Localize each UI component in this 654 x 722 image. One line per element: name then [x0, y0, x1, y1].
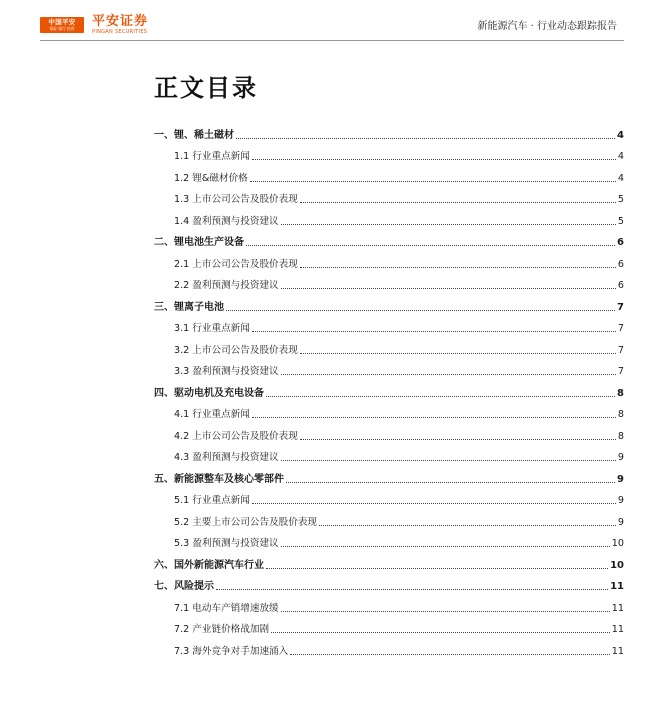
- toc-page-number: 4: [617, 172, 624, 184]
- toc-subsection-entry[interactable]: [154, 528, 624, 550]
- toc-page-number: 11: [611, 602, 624, 614]
- toc-subsection-entry[interactable]: [154, 420, 624, 442]
- dot-leader: [281, 546, 610, 547]
- dot-leader: [281, 224, 616, 225]
- toc-section-entry[interactable]: [154, 549, 624, 571]
- toc-page-number: 6: [617, 258, 624, 270]
- logo-badge-line1: 中国平安: [48, 18, 76, 27]
- toc-section-entry[interactable]: [154, 571, 624, 593]
- toc-section-entry[interactable]: [154, 291, 624, 313]
- toc-entry-label: 2.1 上市公司公告及股价表现: [174, 258, 298, 270]
- toc-page-number: 8: [617, 430, 624, 442]
- toc-page-number: 6: [617, 237, 624, 248]
- toc-subsection-entry[interactable]: [154, 162, 624, 184]
- toc-section-entry[interactable]: [154, 463, 624, 485]
- dot-leader: [246, 245, 615, 246]
- logo-badge-line2: 保险·银行·投资: [49, 25, 75, 31]
- toc-subsection-entry[interactable]: [154, 506, 624, 528]
- dot-leader: [226, 310, 615, 311]
- toc-page-number: 10: [610, 559, 624, 571]
- toc-page-number: 11: [611, 624, 624, 635]
- dot-leader: [266, 568, 608, 569]
- toc-entry-label: 1.1 行业重点新闻: [174, 151, 250, 162]
- toc-subsection-entry[interactable]: [154, 205, 624, 227]
- toc-title: 正文目录: [154, 74, 258, 102]
- toc-subsection-entry[interactable]: [154, 184, 624, 206]
- toc-subsection-entry[interactable]: [154, 141, 624, 163]
- toc-entry-label: 二、锂电池生产设备: [154, 237, 244, 248]
- toc-subsection-entry[interactable]: [154, 334, 624, 356]
- toc-page-number: 6: [617, 280, 624, 291]
- toc-entry-label: 1.4 盈利预测与投资建议: [174, 215, 279, 227]
- dot-leader: [300, 353, 616, 354]
- dot-leader: [281, 288, 616, 289]
- toc-entry-label: 7.1 电动车产销增速放缓: [174, 602, 279, 614]
- dot-leader: [252, 417, 616, 418]
- logo-wordmark: [92, 15, 148, 35]
- toc-section-entry[interactable]: [154, 227, 624, 249]
- toc-entry-label: 4.2 上市公司公告及股价表现: [174, 430, 298, 442]
- page-header: [0, 0, 654, 46]
- toc-subsection-entry[interactable]: [154, 635, 624, 657]
- toc-subsection-entry[interactable]: [154, 614, 624, 636]
- toc-subsection-entry[interactable]: [154, 399, 624, 421]
- toc-entry-label: 5.3 盈利预测与投资建议: [174, 538, 279, 549]
- toc-entry-label: 1.2 锂&磁材价格: [174, 172, 248, 184]
- dot-leader: [250, 181, 616, 182]
- dot-leader: [290, 654, 610, 655]
- toc-entry-label: 3.3 盈利预测与投资建议: [174, 366, 279, 377]
- toc-page-number: 4: [617, 151, 624, 162]
- report-title: 新能源汽车 · 行业动态跟踪报告: [477, 21, 617, 32]
- toc-page-number: 7: [617, 366, 624, 377]
- toc-page-number: 9: [617, 495, 624, 506]
- toc-entry-label: 五、新能源整车及核心零部件: [154, 473, 284, 485]
- toc-page-number: 5: [617, 215, 624, 227]
- toc-subsection-entry[interactable]: [154, 592, 624, 614]
- logo-english-name: PINGAN SECURITIES: [92, 29, 148, 35]
- toc-page-number: 7: [617, 301, 624, 313]
- pingan-badge-icon: [40, 17, 84, 33]
- toc-entry-label: 4.3 盈利预测与投资建议: [174, 452, 279, 463]
- toc-page-number: 8: [617, 409, 624, 420]
- dot-leader: [236, 138, 615, 139]
- toc-subsection-entry[interactable]: [154, 248, 624, 270]
- dot-leader: [266, 396, 615, 397]
- toc-section-entry[interactable]: [154, 119, 624, 141]
- toc-page-number: 4: [617, 129, 624, 141]
- toc-entry-label: 2.2 盈利预测与投资建议: [174, 280, 279, 291]
- toc-entry-label: 3.2 上市公司公告及股价表现: [174, 344, 298, 356]
- toc-page-number: 9: [617, 452, 624, 463]
- toc-entry-label: 1.3 上市公司公告及股价表现: [174, 194, 298, 205]
- toc-page-number: 9: [617, 473, 624, 485]
- toc-subsection-entry[interactable]: [154, 356, 624, 378]
- toc-subsection-entry[interactable]: [154, 485, 624, 507]
- toc-page-number: 9: [617, 516, 624, 528]
- header-divider: [40, 40, 624, 41]
- toc-section-entry[interactable]: [154, 377, 624, 399]
- toc-page-number: 5: [617, 194, 624, 205]
- toc-page-number: 10: [611, 538, 624, 549]
- toc-entry-label: 7.2 产业链价格战加剧: [174, 624, 270, 635]
- toc-subsection-entry[interactable]: [154, 442, 624, 464]
- toc-page-number: 7: [617, 323, 624, 334]
- logo-name: 平安证券: [92, 14, 149, 29]
- toc-subsection-entry[interactable]: [154, 270, 624, 292]
- dot-leader: [281, 611, 610, 612]
- dot-leader: [252, 503, 616, 504]
- toc-entry-label: 5.1 行业重点新闻: [174, 495, 250, 506]
- dot-leader: [286, 482, 615, 483]
- table-of-contents: [154, 119, 624, 657]
- dot-leader: [271, 632, 610, 633]
- toc-entry-label: 5.2 主要上市公司公告及股价表现: [174, 516, 318, 528]
- toc-page-number: 11: [611, 645, 624, 657]
- toc-entry-label: 7.3 海外竞争对手加速涌入: [174, 645, 289, 657]
- dot-leader: [319, 525, 616, 526]
- dot-leader: [252, 159, 616, 160]
- toc-entry-label: 七、风险提示: [154, 581, 214, 592]
- toc-entry-label: 六、国外新能源汽车行业: [154, 559, 264, 571]
- toc-entry-label: 3.1 行业重点新闻: [174, 323, 250, 334]
- pingan-securities-logo: [40, 15, 148, 35]
- toc-entry-label: 4.1 行业重点新闻: [174, 409, 250, 420]
- toc-subsection-entry[interactable]: [154, 313, 624, 335]
- dot-leader: [281, 374, 616, 375]
- dot-leader: [216, 589, 608, 590]
- dot-leader: [300, 202, 616, 203]
- toc-page-number: 8: [617, 387, 624, 399]
- dot-leader: [300, 267, 616, 268]
- dot-leader: [281, 460, 616, 461]
- toc-page-number: 7: [617, 344, 624, 356]
- dot-leader: [300, 439, 616, 440]
- toc-entry-label: 三、锂离子电池: [154, 301, 224, 313]
- toc-page-number: 11: [610, 581, 624, 592]
- dot-leader: [252, 331, 616, 332]
- toc-entry-label: 四、驱动电机及充电设备: [154, 387, 264, 399]
- toc-entry-label: 一、锂、稀土磁材: [154, 129, 234, 141]
